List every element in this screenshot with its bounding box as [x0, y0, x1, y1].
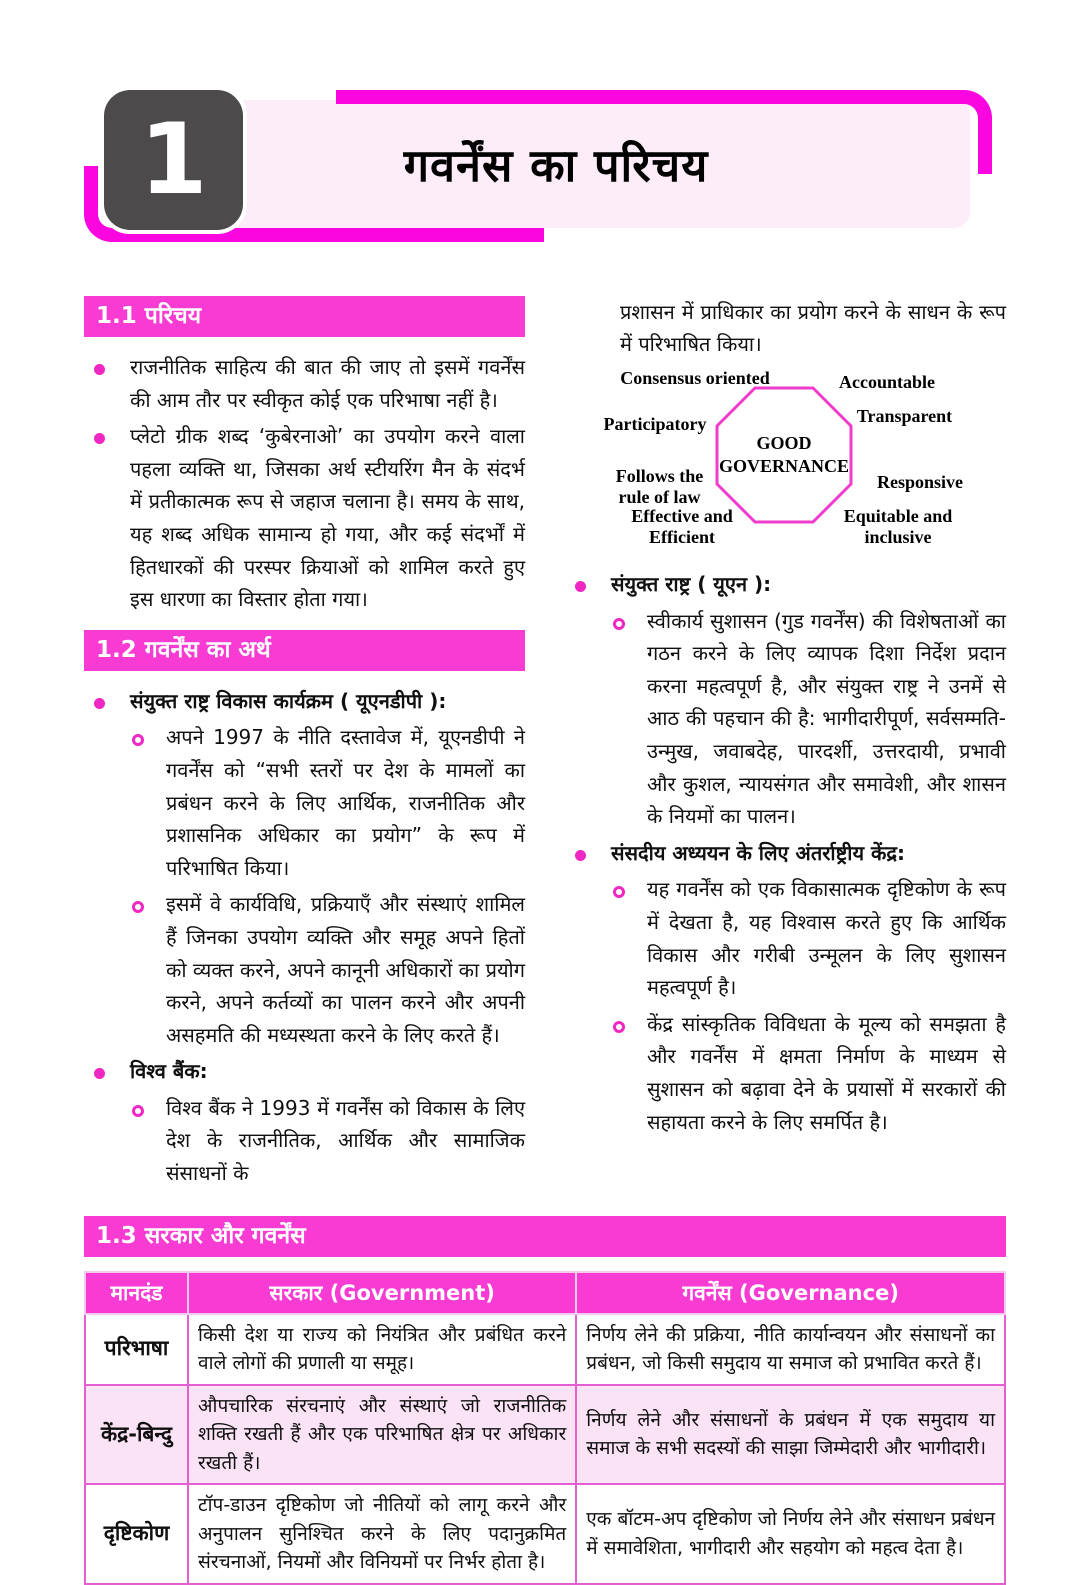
section-1-2-heading: 1.2 गवर्नेंस का अर्थ — [84, 630, 525, 671]
bullet-ring-icon — [132, 1105, 144, 1117]
column-header-criteria: मानदंड — [85, 1272, 188, 1314]
left-column — [84, 296, 525, 1194]
list-item — [84, 1055, 525, 1088]
list-item — [84, 420, 525, 616]
icps-label: संसदीय अध्ययन के लिए अंतर्राष्ट्रीय केंद्र: — [611, 840, 905, 865]
paragraph: यह गवर्नेंस को एक विकासात्मक दृष्टिकोण के रूप में देखता है, यह विश्वास करते हुए कि आर्थिक विकास और गरीबी उन्मूलन के लिए सुशासन महत्वपूर्ण है। — [647, 877, 1006, 1000]
chapter-number-box — [100, 86, 247, 234]
list-item — [84, 351, 525, 416]
row-label: केंद्र-बिन्दु — [85, 1385, 188, 1485]
good-governance-diagram — [565, 366, 1006, 558]
bullet-dot-icon — [575, 581, 586, 592]
bullet-dot-icon — [94, 364, 105, 375]
diagram-label-rule-of-law: Follows the rule of law — [615, 466, 704, 507]
diagram-label-effective: Effective and Efficient — [631, 506, 733, 547]
diagram-label-consensus: Consensus oriented — [620, 368, 770, 388]
chapter-header — [84, 84, 1006, 246]
section-1-3-heading: 1.3 सरकार और गवर्नेंस — [84, 1216, 1006, 1257]
header-top-frame-line — [336, 90, 992, 174]
paragraph: राजनीतिक साहित्य की बात की जाए तो इसमें गवर्नेंस की आम तौर पर स्वीकृत कोई एक परिभाषा नहीं है। — [130, 355, 525, 412]
governance-cell: निर्णय लेने की प्रक्रिया, नीति कार्यान्वयन और संसाधनों का प्रबंधन, जो किसी समुदाय या समाज को प्रभावित करते हैं। — [576, 1314, 1005, 1385]
chapter-title: गवर्नेंस का परिचय — [403, 138, 709, 192]
diagram-label-participatory: Participatory — [603, 414, 707, 434]
continuation-paragraph: प्रशासन में प्राधिकार का प्रयोग करने के साधन के रूप में परिभाषित किया। — [620, 300, 1006, 356]
diagram-label-responsive: Responsive — [876, 472, 963, 492]
paragraph: स्वीकार्य सुशासन (गुड गवर्नेंस) की विशेषताओं का गठन करने के लिए व्यापक दिशा निर्देश प्रदान करना महत्वपूर्ण है, और संयुक्त राष्ट्र ने उनमें से आठ की पहचान की है: भागीदारीपूर्ण, सर्वसम्मति-उन्मुख, जवाबदेह, पारदर्शी, उत्तरदायी, प्रभावी और कुशल, न्यायसंगत और समावेशी, और शासन के नियमों का पालन। — [647, 608, 1006, 829]
governance-cell: एक बॉटम-अप दृष्टिकोण जो निर्णय लेने और संसाधन प्रबंधन में समावेशिता, भागीदारी और सहयोग को महत्व देता है। — [576, 1484, 1005, 1584]
table-row — [85, 1385, 1005, 1485]
bullet-ring-icon — [132, 901, 144, 913]
diagram-label-accountable: Accountable — [839, 372, 935, 392]
world-bank-label: विश्व बैंक: — [130, 1059, 208, 1084]
list-item — [84, 721, 525, 884]
government-cell: किसी देश या राज्य को नियंत्रित और प्रबंधित करने वाले लोगों की प्रणाली या समूह। — [188, 1314, 576, 1385]
government-cell: औपचारिक संरचनाएं और संस्थाएं जो राजनीतिक शक्ति रखती हैं और एक परिभाषित क्षेत्र पर अधिकार रखती हैं। — [188, 1385, 576, 1485]
column-header-governance: गवर्नेंस (Governance) — [576, 1272, 1005, 1314]
bullet-ring-icon — [613, 886, 625, 898]
table-row — [85, 1484, 1005, 1584]
paragraph: विश्व बैंक ने 1993 में गवर्नेंस को विकास के लिए देश के राजनीतिक, आर्थिक और सामाजिक संसाधनों के — [166, 1095, 525, 1186]
chapter-number: 1 — [139, 103, 208, 217]
list-item — [84, 1092, 525, 1190]
table-row — [85, 1314, 1005, 1385]
table-header-row — [85, 1272, 1005, 1314]
row-label: दृष्टिकोण — [85, 1484, 188, 1584]
paragraph: प्लेटो ग्रीक शब्द ‘कुबेरनाओ’ का उपयोग करने वाला पहला व्यक्ति था, जिसका अर्थ स्टीयरिंग मैन के संदर्भ में प्रतीकात्मक रूप से जहाज चलाना है। समय के साथ, यह शब्द अधिक सामान्य हो गया, और कई संदर्भों में हितधारकों की परस्पर क्रियाओं को शामिल करते हुए इस धारणा का विस्तार होता गया। — [130, 424, 525, 612]
paragraph: इसमें वे कार्यविधि, प्रक्रियाएँ और संस्थाएं शामिल हैं जिनका उपयोग व्यक्ति और समूह अपने हितों को व्यक्त करने, अपने कानूनी अधिकारों का प्रयोग करने, अपने कर्तव्यों का पालन करने और अपनी असहमति की मध्यस्थता करने के लिए करते हैं। — [166, 892, 525, 1047]
bullet-ring-icon — [613, 1021, 625, 1033]
bullet-dot-icon — [94, 433, 105, 444]
list-item — [84, 888, 525, 1051]
paragraph: अपने 1997 के नीति दस्तावेज में, यूएनडीपी ने गवर्नेंस को “सभी स्तरों पर देश के मामलों का प्रबंधन करने के लिए आर्थिक, राजनीतिक और प्रशासनिक अधिकार का प्रयोग” के रूप में परिभाषित किया। — [166, 725, 525, 880]
list-item — [84, 685, 525, 718]
two-column-body — [84, 296, 1006, 1194]
list-item — [565, 837, 1006, 870]
column-header-government: सरकार (Government) — [188, 1272, 576, 1314]
government-cell: टॉप-डाउन दृष्टिकोण जो नीतियों को लागू करने और अनुपालन सुनिश्चित करने के लिए पदानुक्रमित संरचनाओं, नियमों और विनियमों पर निर्भर होता है। — [188, 1484, 576, 1584]
bullet-dot-icon — [575, 850, 586, 861]
list-item — [565, 873, 1006, 1003]
diagram-label-transparent: Transparent — [856, 406, 953, 426]
row-label: परिभाषा — [85, 1314, 188, 1385]
bullet-ring-icon — [132, 734, 144, 746]
paragraph: केंद्र सांस्कृतिक विविधता के मूल्य को समझता है और गवर्नेंस में क्षमता निर्माण के माध्यम से सुशासन को बढ़ावा देने के प्रयासों में सरकारों की सहायता करने के लिए समर्पित है। — [647, 1011, 1006, 1134]
un-label: संयुक्त राष्ट्र ( यूएन ): — [611, 572, 772, 596]
diagram-label-equitable: Equitable and inclusive — [843, 506, 953, 547]
list-item — [565, 605, 1006, 833]
government-vs-governance-table — [84, 1271, 1006, 1585]
bullet-dot-icon — [94, 698, 105, 709]
right-column — [565, 296, 1006, 1194]
section-1-1-heading: 1.1 परिचय — [84, 296, 525, 337]
diagram-center-label: GOOD GOVERNANCE — [718, 432, 849, 476]
list-item — [565, 568, 1006, 601]
undp-label: संयुक्त राष्ट्र विकास कार्यक्रम ( यूएनडीपी ): — [130, 688, 447, 713]
governance-cell: निर्णय लेने और संसाधनों के प्रबंधन में एक समुदाय या समाज के सभी सदस्यों की साझा जिम्मेदारी और भागीदारी। — [576, 1385, 1005, 1485]
bullet-ring-icon — [613, 618, 625, 630]
list-item — [565, 1008, 1006, 1138]
bullet-dot-icon — [94, 1068, 105, 1079]
